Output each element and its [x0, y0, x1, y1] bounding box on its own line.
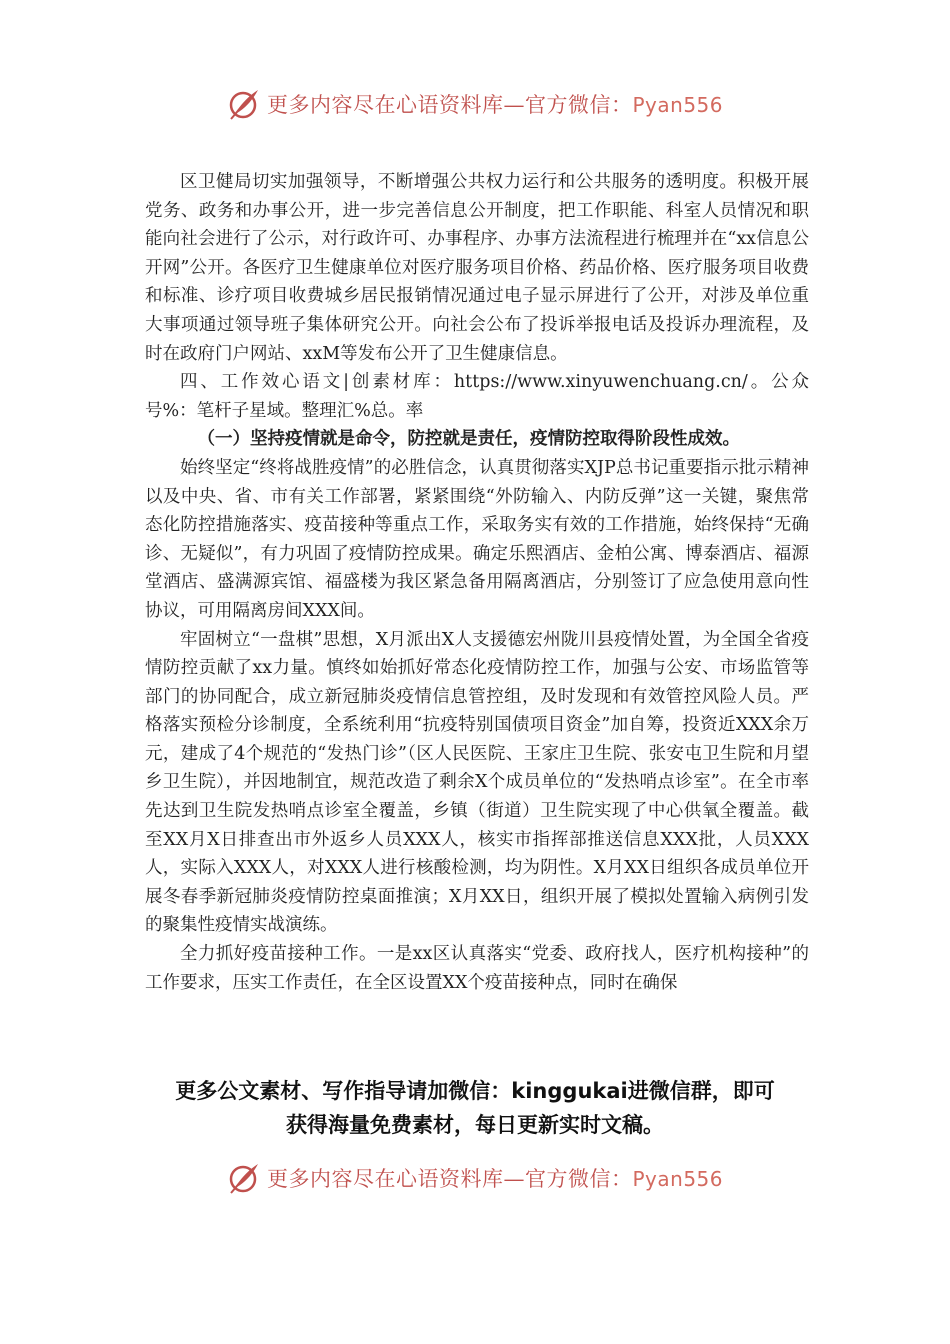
quill-logo-icon [227, 87, 261, 121]
subsection-heading-one: （一）坚持疫情就是命令，防控就是责任，疫情防控取得阶段性成效。 [197, 429, 740, 450]
footer-banner-label: 更多内容尽在心语资料库—官方微信： [266, 1167, 633, 1191]
footer-banner-wechat-id: Pyan556 [632, 1167, 723, 1191]
header-banner-text [267, 89, 723, 119]
section-heading-four: 四、工作效心语文|创素材库：https://www.xinyuwenchuang.cn/。公众号%：笔杆子星域。整理汇%总。率 [145, 372, 809, 421]
document-body [145, 168, 809, 997]
paragraph-one-chessboard: 牢固树立“一盘棋”思想，X月派出X人支援德宏州陇川县疫情处置，为全国全省疫情防控贡献了xx力量。慎终如始抓好常态化疫情防控工作，加强与公安、市场监管等部门的协同配合，成立新冠肺炎疫情信息管控组，及时发现和有效管控风险人员。严格落实预检分诊制度，全系统利用“抗疫特别国债项目资金”加自筹，投资近XXX余万元，建成了4个规范的“发热门诊”（区人民医院、王家庄卫生院、张安屯卫生院和月望乡卫生院），并因地制宜，规范改造了剩余X个成员单位的“发热哨点诊室”。在全市率先达到卫生院发热哨点诊室全覆盖，乡镇（街道）卫生院实现了中心供氧全覆盖。截至XX月X日排查出市外返乡人员XXX人，核实市指挥部推送信息XXX批，人员XXX人，实际入XXX人，对XXX人进行核酸检测，均为阴性。X月XX日组织各成员单位开展冬春季新冠肺炎疫情防控桌面推演；X月XX日，组织开展了模拟处置输入病例引发的聚集性疫情实战演练。 [145, 629, 809, 936]
promo-notice [130, 1074, 820, 1142]
promo-line-2: 获得海量免费素材，每日更新实时文稿。 [286, 1113, 664, 1137]
quill-logo-icon [227, 1161, 261, 1195]
paragraph-disclosure: 区卫健局切实加强领导，不断增强公共权力运行和公共服务的透明度。积极开展党务、政务和办事公开，进一步完善信息公开制度，把工作职能、科室人员情况和职能向社会进行了公示，对行政许可、办事程序、办事方法流程进行梳理并在“xx信息公开网”公开。各医疗卫生健康单位对医疗服务项目价格、药品价格、医疗服务项目收费和标准、诊疗项目收费城乡居民报销情况通过电子显示屏进行了公开，对涉及单位重大事项通过领导班子集体研究公开。向社会公布了投诉举报电话及投诉办理流程，及时在政府门户网站、xxM等发布公开了卫生健康信息。 [145, 172, 809, 364]
header-banner-wechat-id: Pyan556 [632, 93, 723, 117]
promo-line-1: 更多公文素材、写作指导请加微信：kinggukai进微信群，即可 [175, 1079, 775, 1103]
header-banner-label: 更多内容尽在心语资料库—官方微信： [266, 93, 633, 117]
paragraph-epidemic-control: 始终坚定“终将战胜疫情”的必胜信念，认真贯彻落实XJP总书记重要指示批示精神以及中央、省、市有关工作部署，紧紧围绕“外防输入、内防反弹”这一关键，聚焦常态化防控措施落实、疫苗接种等重点工作，采取务实有效的工作措施，始终保持“无确诊、无疑似”，有力巩固了疫情防控成果。确定乐熙酒店、金柏公寓、博泰酒店、福源堂酒店、盛满源宾馆、福盛楼为我区紧急备用隔离酒店，分别签订了应急使用意向性协议，可用隔离房间XXX间。 [145, 457, 809, 621]
header-banner [0, 82, 950, 126]
footer-banner [0, 1156, 950, 1200]
paragraph-vaccination: 全力抓好疫苗接种工作。一是xx区认真落实“党委、政府找人，医疗机构接种”的工作要求，压实工作责任，在全区设置XX个疫苗接种点，同时在确保 [145, 944, 809, 993]
footer-banner-text [267, 1163, 723, 1193]
